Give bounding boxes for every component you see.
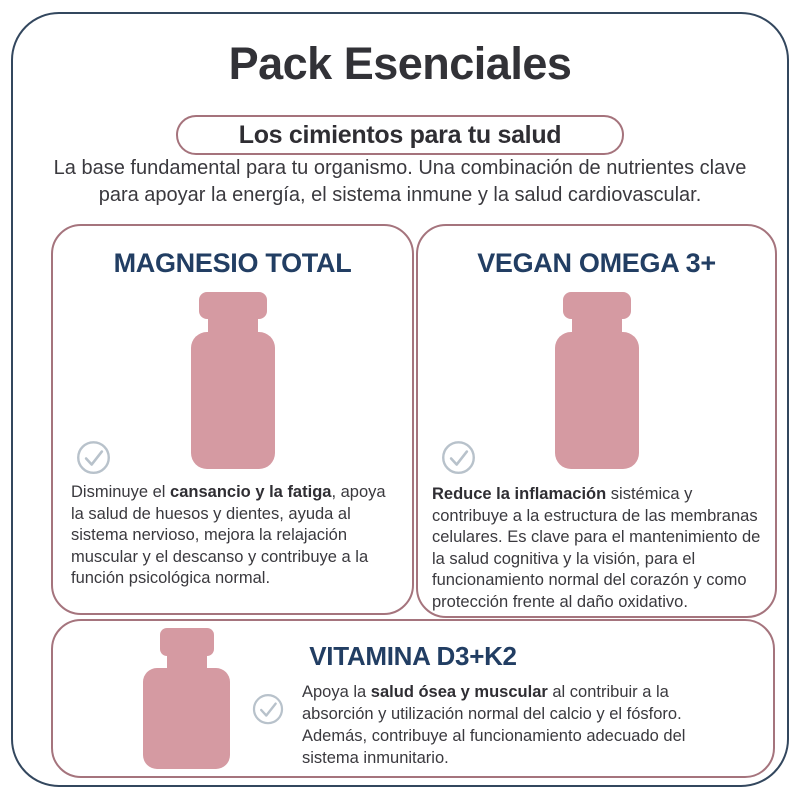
subtitle-pill (176, 115, 624, 155)
page-title: Pack Esenciales (228, 38, 572, 89)
product-card-magnesio-total (51, 224, 414, 615)
bottle-neck (572, 319, 622, 332)
product-card-vegan-omega (416, 224, 777, 618)
description-text: , apoya la salud de huesos y dientes, ayuda al sistema nervioso, mejora la relajación muscular y el descanso y contribuye a la función psicológica normal. (71, 483, 386, 588)
description-text: Disminuye el (71, 483, 171, 501)
product-title-magnesio-total: MAGNESIO TOTAL (113, 248, 352, 278)
supplement-bottle-illustration (555, 292, 639, 469)
product-description (432, 484, 765, 614)
check-icon (440, 440, 477, 477)
bottle-cap (563, 292, 631, 319)
product-title-vitamina-d3k2: VITAMINA D3+K2 (309, 641, 517, 671)
bottle-body (555, 332, 639, 469)
description-highlight: salud ósea y muscular (370, 683, 548, 701)
intro-text: La base fundamental para tu organismo. Una combinación de nutrientes clave para apoyar la energía, el sistema inmune y la salud cardiovascular. (53, 157, 747, 207)
bottle-neck (208, 319, 258, 332)
description-text: sistémica y contribuye a la estructura de las membranas celulares. Es clave para el mantenimiento de la salud cognitiva y la visión, para el funcionamiento normal del corazón y como protección frente al daño oxidativo. (432, 485, 761, 612)
check-icon (75, 440, 112, 477)
product-card-vitamina-d3k2 (51, 619, 775, 778)
bottle-body (143, 668, 230, 769)
outer-border-card (11, 12, 789, 787)
check-icon (251, 693, 285, 727)
product-title-vegan-omega: VEGAN OMEGA 3+ (477, 248, 716, 278)
product-description (71, 482, 400, 590)
product-description (302, 681, 700, 769)
description-highlight: Reduce la inflamación (432, 485, 607, 503)
bottle-cap (199, 292, 267, 319)
description-text: al contribuir a la absorción y utilización normal del calcio y el fósforo. Además, contribuye al funcionamiento adecuado del sistema inmunitario. (302, 683, 686, 768)
supplement-bottle-illustration (191, 292, 275, 469)
description-highlight: cansancio y la fatiga (170, 483, 332, 501)
subtitle-text: Los cimientos para tu salud (238, 120, 562, 149)
description-text: Apoya la (302, 683, 371, 701)
bottle-body (191, 332, 275, 469)
